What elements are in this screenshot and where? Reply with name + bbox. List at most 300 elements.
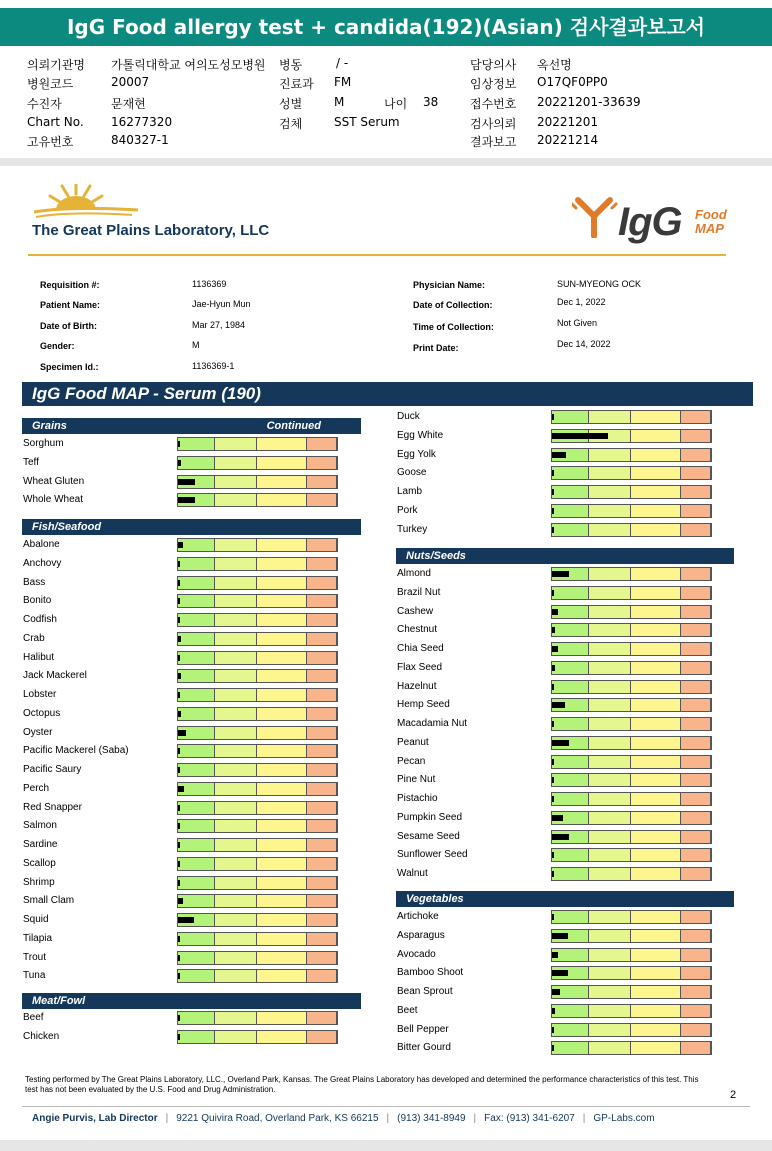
- reaction-zone: [307, 708, 337, 720]
- info-key: 고유번호: [27, 135, 74, 149]
- reaction-level: [178, 673, 181, 679]
- info-key: 접수번호: [470, 97, 517, 111]
- food-bar: [177, 557, 338, 571]
- reaction-level: [552, 933, 568, 939]
- reaction-zone: [631, 986, 680, 998]
- reaction-zone: [631, 793, 680, 805]
- reaction-zone: [631, 643, 680, 655]
- food-bar: [551, 755, 712, 769]
- reaction-zone: [257, 595, 306, 607]
- reaction-zone: [681, 756, 711, 768]
- reaction-zone: [215, 933, 258, 945]
- reaction-zone: [589, 606, 632, 618]
- info-value: 20007: [111, 75, 150, 89]
- food-label: Pine Nut: [397, 774, 436, 786]
- req-value: Dec 14, 2022: [557, 339, 611, 349]
- reaction-zone: [178, 577, 215, 589]
- reaction-zone: [178, 595, 215, 607]
- reaction-zone: [307, 494, 337, 506]
- reaction-zone: [257, 914, 306, 926]
- reaction-zone: [257, 577, 306, 589]
- reaction-zone: [215, 858, 258, 870]
- section-header-meat: [22, 993, 361, 1009]
- food-label: Bean Sprout: [397, 986, 453, 997]
- reaction-zone: [307, 577, 337, 589]
- reaction-zone: [589, 756, 632, 768]
- reaction-zone: [307, 438, 337, 450]
- food-label: Beet: [397, 1004, 418, 1016]
- reaction-level: [552, 834, 569, 840]
- reaction-zone: [307, 652, 337, 664]
- reaction-zone: [589, 467, 632, 479]
- reaction-zone: [215, 839, 258, 851]
- footer: Angie Purvis, Lab Director | 9221 Quivira Road, Overland Park, KS 66215 | (913) 341-8949 | Fax: (913) 341-6207 | GP-Labs.com: [32, 1113, 655, 1124]
- reaction-zone: [257, 970, 306, 982]
- reaction-zone: [631, 467, 680, 479]
- req-key: Requisition #:: [40, 280, 100, 290]
- reaction-zone: [589, 849, 632, 861]
- section-title: Vegetables: [406, 893, 464, 905]
- reaction-zone: [307, 614, 337, 626]
- reaction-zone: [631, 718, 680, 730]
- req-value: SUN-MYEONG OCK: [557, 279, 642, 289]
- reaction-zone: [178, 438, 215, 450]
- reaction-zone: [681, 681, 711, 693]
- reaction-zone: [178, 1012, 215, 1024]
- reaction-zone: [178, 670, 215, 682]
- reaction-level: [178, 748, 180, 754]
- food-bar: [177, 613, 338, 627]
- food-label: Egg White: [397, 429, 444, 441]
- reaction-zone: [215, 970, 258, 982]
- reaction-level: [552, 852, 554, 858]
- reaction-zone: [589, 699, 632, 711]
- reaction-zone: [215, 595, 258, 607]
- reaction-zone: [589, 718, 632, 730]
- reaction-zone: [215, 577, 258, 589]
- footer-director: Angie Purvis, Lab Director: [32, 1113, 158, 1124]
- food-label: Pork: [397, 504, 418, 516]
- info-value: M: [334, 95, 345, 109]
- reaction-zone: [307, 457, 337, 469]
- reaction-zone: [552, 849, 589, 861]
- reaction-level: [178, 561, 180, 567]
- reaction-level: [552, 796, 554, 802]
- food-label: Codfish: [23, 614, 57, 625]
- req-key: Specimen Id.:: [40, 362, 99, 372]
- reaction-zone: [215, 633, 258, 645]
- food-label: Anchovy: [23, 557, 62, 569]
- info-value: 옥선명: [537, 58, 572, 72]
- reaction-level: [552, 871, 554, 877]
- reaction-zone: [215, 652, 258, 664]
- lab-name: The Great Plains Laboratory, LLC: [32, 222, 270, 239]
- food-label: Jack Mackerel: [23, 670, 87, 682]
- reaction-zone: [589, 831, 632, 843]
- reaction-zone: [589, 505, 632, 517]
- reaction-level: [552, 508, 554, 514]
- igg-logo-sub: [695, 208, 727, 236]
- reaction-zone: [681, 430, 711, 442]
- info-key: Chart No.: [27, 115, 84, 129]
- req-value: Not Given: [557, 318, 598, 328]
- food-bar: [551, 1041, 712, 1055]
- reaction-zone: [307, 802, 337, 814]
- food-bar: [177, 969, 338, 983]
- food-label: Asparagus: [397, 929, 445, 941]
- food-bar: [551, 504, 712, 518]
- info-key: 의뢰기관명: [27, 58, 85, 72]
- section-header-vegetables: [396, 891, 734, 907]
- food-bar: [551, 985, 712, 999]
- reaction-zone: [552, 505, 589, 517]
- info-value: SST Serum: [334, 115, 400, 129]
- req-key: Gender:: [40, 341, 75, 351]
- reaction-zone: [681, 831, 711, 843]
- food-label: Chicken: [23, 1030, 60, 1042]
- section-title: Grains: [32, 420, 67, 432]
- reaction-zone: [307, 689, 337, 701]
- food-bar: [177, 493, 338, 507]
- food-bar: [177, 838, 338, 852]
- reaction-zone: [307, 764, 337, 776]
- reaction-zone: [215, 952, 258, 964]
- reaction-zone: [631, 737, 680, 749]
- food-bar: [551, 811, 712, 825]
- food-label: Crab: [23, 632, 45, 644]
- header-rule: [28, 254, 726, 256]
- section-continued: Continued: [266, 420, 321, 432]
- food-label: Flax Seed: [397, 661, 443, 673]
- food-label: Tuna: [23, 970, 46, 982]
- info-value: 가톨릭대학교 여의도성모병원: [111, 58, 266, 72]
- reaction-level: [178, 880, 180, 886]
- reaction-level: [178, 479, 195, 485]
- food-bar: [551, 523, 712, 537]
- reaction-level: [178, 441, 180, 447]
- food-label: Salmon: [23, 820, 57, 832]
- food-bar: [177, 894, 338, 908]
- food-label: Sunflower Seed: [397, 849, 468, 861]
- food-label: Cashew: [397, 605, 434, 617]
- reaction-zone: [589, 949, 632, 961]
- food-bar: [177, 726, 338, 740]
- reaction-zone: [631, 949, 680, 961]
- reaction-zone: [681, 505, 711, 517]
- reaction-zone: [215, 820, 258, 832]
- food-label: Oyster: [23, 726, 53, 738]
- food-bar: [177, 707, 338, 721]
- reaction-zone: [681, 793, 711, 805]
- sun-logo-icon: [32, 184, 142, 224]
- reaction-zone: [552, 411, 589, 423]
- reaction-zone: [257, 689, 306, 701]
- food-label: Artichoke: [397, 911, 439, 922]
- reaction-level: [552, 914, 554, 920]
- reaction-zone: [215, 727, 258, 739]
- reaction-level: [552, 970, 568, 976]
- food-label: Peanut: [397, 736, 429, 748]
- reaction-zone: [215, 689, 258, 701]
- reaction-zone: [631, 624, 680, 636]
- food-bar: [551, 661, 712, 675]
- reaction-level: [552, 952, 558, 958]
- reaction-zone: [257, 952, 306, 964]
- reaction-zone: [681, 699, 711, 711]
- reaction-zone: [257, 783, 306, 795]
- food-bar: [177, 932, 338, 946]
- reaction-zone: [681, 486, 711, 498]
- food-bar: [551, 1004, 712, 1018]
- food-label: Bonito: [23, 595, 52, 607]
- reaction-level: [552, 452, 566, 458]
- food-bar: [177, 576, 338, 590]
- food-label: Egg Yolk: [397, 448, 436, 460]
- reaction-level: [178, 542, 183, 548]
- reaction-zone: [681, 911, 711, 923]
- reaction-zone: [257, 933, 306, 945]
- reaction-zone: [631, 849, 680, 861]
- reaction-zone: [681, 1024, 711, 1036]
- reaction-zone: [681, 774, 711, 786]
- reaction-zone: [552, 486, 589, 498]
- food-bar: [551, 948, 712, 962]
- reaction-zone: [552, 718, 589, 730]
- reaction-level: [552, 609, 558, 615]
- reaction-zone: [681, 606, 711, 618]
- reaction-level: [178, 711, 181, 717]
- reaction-zone: [178, 1031, 215, 1043]
- reaction-zone: [631, 587, 680, 599]
- food-bar: [177, 913, 338, 927]
- info-key: 임상정보: [470, 77, 517, 91]
- reaction-level: [178, 580, 180, 586]
- reaction-zone: [681, 718, 711, 730]
- food-label: Pacific Saury: [23, 764, 82, 775]
- reaction-zone: [257, 558, 306, 570]
- reaction-zone: [589, 624, 632, 636]
- reaction-zone: [589, 568, 632, 580]
- reaction-zone: [178, 539, 215, 551]
- reaction-zone: [307, 858, 337, 870]
- reaction-zone: [552, 911, 589, 923]
- food-bar: [551, 848, 712, 862]
- food-bar: [551, 792, 712, 806]
- page-number: 2: [730, 1089, 737, 1101]
- food-label: Bamboo Shoot: [397, 967, 464, 979]
- reaction-zone: [178, 633, 215, 645]
- reaction-level: [178, 898, 183, 904]
- req-key: Patient Name:: [40, 300, 101, 310]
- reaction-level: [552, 1027, 554, 1033]
- food-bar: [177, 876, 338, 890]
- reaction-level: [552, 1045, 554, 1051]
- reaction-level: [552, 489, 554, 495]
- reaction-zone: [257, 727, 306, 739]
- reaction-zone: [552, 624, 589, 636]
- reaction-zone: [681, 1005, 711, 1017]
- reaction-zone: [178, 708, 215, 720]
- info-key: 병동: [279, 58, 303, 72]
- footer-web: GP-Labs.com: [593, 1113, 655, 1124]
- antibody-logo-icon: [572, 192, 618, 238]
- food-label: Lobster: [23, 689, 57, 700]
- reaction-zone: [307, 970, 337, 982]
- food-bar: [177, 538, 338, 552]
- food-bar: [177, 819, 338, 833]
- reaction-zone: [307, 558, 337, 570]
- section-title: Meat/Fowl: [32, 995, 86, 1007]
- info-value: O17QF0PP0: [537, 75, 608, 89]
- reaction-zone: [589, 1042, 632, 1054]
- reaction-zone: [552, 467, 589, 479]
- info-value: 문재현: [111, 97, 146, 111]
- req-value: 1136369-1: [192, 361, 235, 371]
- food-label: Bitter Gourd: [397, 1042, 451, 1054]
- reaction-level: [552, 740, 569, 746]
- reaction-zone: [552, 1005, 589, 1017]
- logo-food: Food: [695, 207, 727, 222]
- food-bar: [551, 773, 712, 787]
- reaction-zone: [631, 756, 680, 768]
- reaction-level: [552, 777, 554, 783]
- reaction-level: [178, 917, 194, 923]
- reaction-zone: [631, 568, 680, 580]
- reaction-zone: [681, 643, 711, 655]
- food-bar: [551, 966, 712, 980]
- reaction-level: [178, 767, 180, 773]
- section-title: Nuts/Seeds: [406, 550, 466, 562]
- report-title: IgG Food allergy test + candida(192)(Asian) 검사결과보고서: [0, 8, 772, 46]
- info-key: 검사의뢰: [470, 117, 517, 131]
- reaction-zone: [257, 820, 306, 832]
- food-label: Hemp Seed: [397, 699, 450, 711]
- food-label: Tilapia: [23, 932, 53, 944]
- req-key: Time of Collection:: [413, 322, 494, 332]
- reaction-zone: [552, 1042, 589, 1054]
- food-bar: [177, 1011, 338, 1025]
- reaction-level: [178, 598, 180, 604]
- reaction-zone: [215, 1031, 258, 1043]
- food-label: Halibut: [23, 651, 55, 663]
- reaction-zone: [307, 952, 337, 964]
- food-label: Bell Pepper: [397, 1023, 449, 1035]
- reaction-zone: [552, 524, 589, 536]
- food-bar: [551, 567, 712, 581]
- food-label: Small Clam: [23, 895, 75, 907]
- reaction-zone: [681, 467, 711, 479]
- info-key: 검체: [279, 117, 303, 131]
- reaction-level: [552, 759, 554, 765]
- reaction-level: [552, 470, 554, 476]
- reaction-level: [552, 684, 554, 690]
- reaction-zone: [215, 614, 258, 626]
- reaction-zone: [631, 681, 680, 693]
- footnote: Testing performed by The Great Plains Laboratory, LLC., Overland Park, Kansas. The Great Plains Laboratory has developed and determined the performance characteristics of this test. This test has not been evaluated by the U.S. Food and Drug Administration.: [25, 1075, 699, 1094]
- section-header-fish: [22, 519, 361, 535]
- food-bar: [551, 586, 712, 600]
- reaction-level: [178, 786, 184, 792]
- reaction-zone: [257, 614, 306, 626]
- reaction-zone: [257, 438, 306, 450]
- reaction-zone: [215, 764, 258, 776]
- reaction-zone: [178, 652, 215, 664]
- req-value: M: [192, 340, 200, 350]
- reaction-level: [178, 460, 181, 466]
- reaction-level: [178, 617, 180, 623]
- food-bar: [551, 929, 712, 943]
- reaction-zone: [681, 624, 711, 636]
- req-value: Dec 1, 2022: [557, 297, 606, 307]
- reaction-zone: [257, 1012, 306, 1024]
- food-bar: [177, 669, 338, 683]
- food-bar: [551, 867, 712, 881]
- req-value: Mar 27, 1984: [192, 320, 246, 330]
- reaction-level: [178, 497, 195, 503]
- reaction-zone: [307, 595, 337, 607]
- reaction-zone: [589, 587, 632, 599]
- food-bar: [551, 1023, 712, 1037]
- reaction-level: [178, 655, 180, 661]
- reaction-zone: [631, 662, 680, 674]
- section-divider: [0, 158, 772, 166]
- reaction-zone: [589, 643, 632, 655]
- reaction-zone: [178, 745, 215, 757]
- reaction-zone: [589, 986, 632, 998]
- reaction-level: [178, 973, 180, 979]
- reaction-zone: [631, 930, 680, 942]
- reaction-zone: [215, 783, 258, 795]
- reaction-zone: [257, 633, 306, 645]
- section-header-grains: [22, 418, 361, 434]
- reaction-zone: [589, 737, 632, 749]
- reaction-zone: [178, 457, 215, 469]
- section-header-nuts: [396, 548, 734, 564]
- reaction-zone: [631, 699, 680, 711]
- reaction-zone: [307, 895, 337, 907]
- reaction-zone: [307, 1012, 337, 1024]
- reaction-zone: [631, 812, 680, 824]
- reaction-zone: [307, 476, 337, 488]
- logo-map: MAP: [695, 221, 724, 236]
- footer-address: 9221 Quivira Road, Overland Park, KS 66215: [176, 1113, 379, 1124]
- reaction-zone: [589, 681, 632, 693]
- reaction-zone: [178, 820, 215, 832]
- map-title: IgG Food MAP - Serum (190): [22, 382, 753, 406]
- reaction-zone: [681, 524, 711, 536]
- reaction-zone: [589, 662, 632, 674]
- igg-logo-text: IgG: [618, 200, 682, 244]
- info-value: 16277320: [111, 115, 173, 129]
- reaction-zone: [307, 839, 337, 851]
- req-key: Physician Name:: [413, 280, 486, 290]
- reaction-zone: [178, 839, 215, 851]
- reaction-zone: [257, 457, 306, 469]
- reaction-zone: [631, 505, 680, 517]
- reaction-zone: [681, 662, 711, 674]
- reaction-zone: [552, 1024, 589, 1036]
- food-label: Duck: [397, 411, 420, 422]
- reaction-zone: [215, 494, 258, 506]
- food-label: Pistachio: [397, 793, 438, 804]
- reaction-zone: [631, 774, 680, 786]
- reaction-level: [178, 823, 180, 829]
- reaction-zone: [215, 457, 258, 469]
- food-label: Wheat Gluten: [23, 475, 85, 487]
- reaction-zone: [257, 652, 306, 664]
- page-bottom: [0, 1140, 772, 1151]
- reaction-level: [178, 1015, 180, 1021]
